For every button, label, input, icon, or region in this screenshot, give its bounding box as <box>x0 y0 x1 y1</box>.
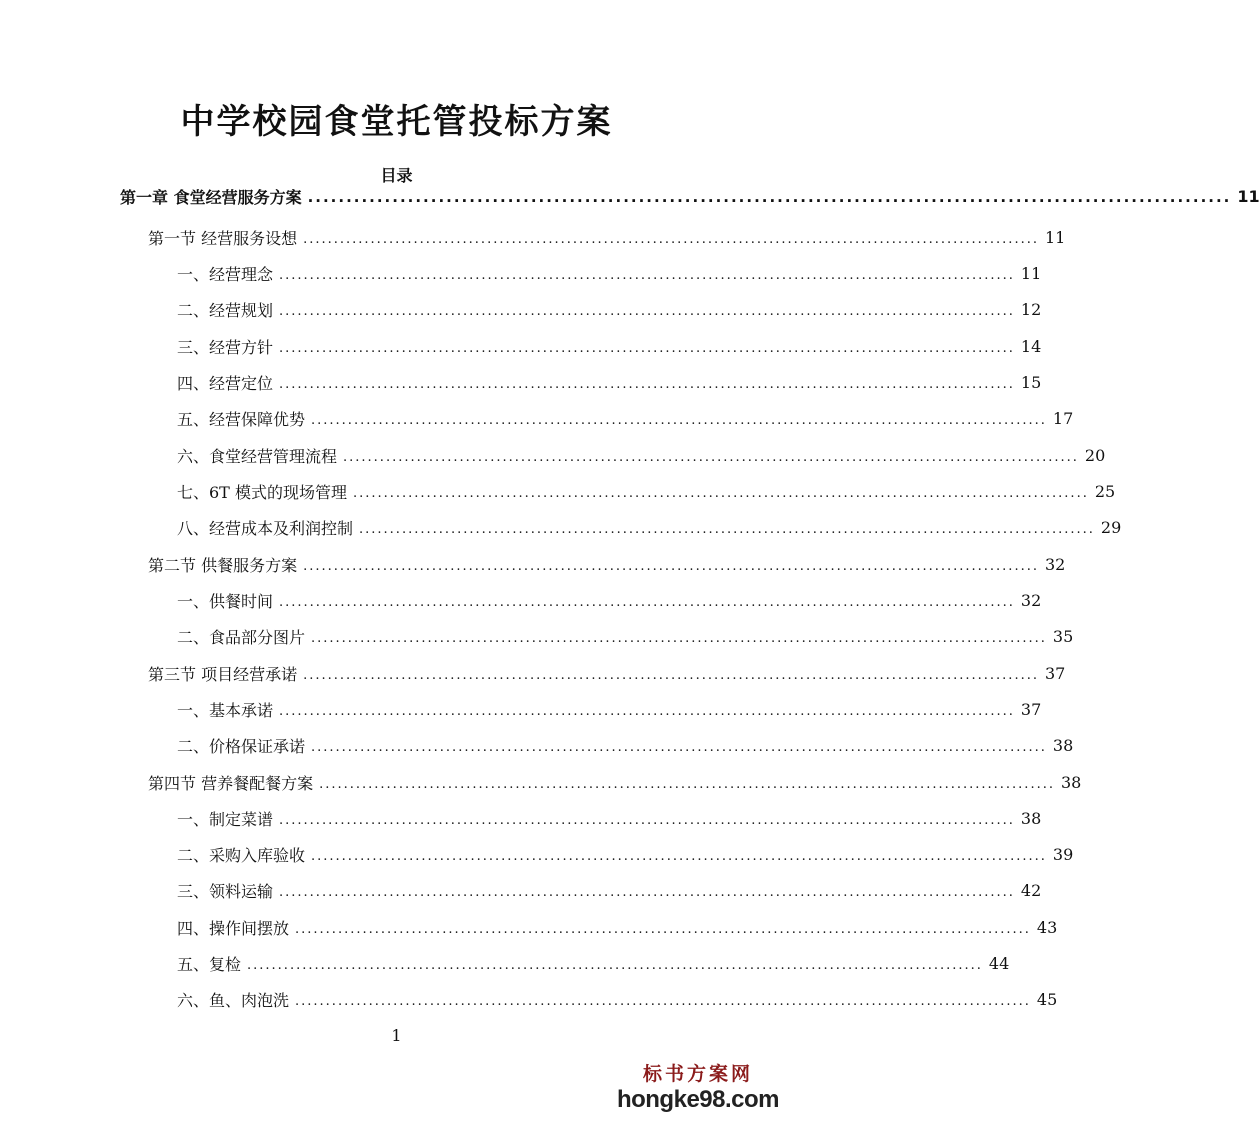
toc-entry-label: 五、经营保障优势 <box>177 409 306 429</box>
toc-entry-label: 第二节 供餐服务方案 <box>148 555 298 575</box>
toc-leader-dots: ........................................................................................................................ <box>311 630 1047 646</box>
toc-leader-dots: ........................................................................................................................ <box>279 812 1015 828</box>
toc-entry-label: 第四节 营养餐配餐方案 <box>148 773 314 793</box>
toc-entry-page: 39 <box>1052 844 1074 864</box>
toc-entry[interactable] <box>177 479 1116 503</box>
toc-entry-page: 43 <box>1036 917 1058 937</box>
toc-entry[interactable] <box>177 806 1042 830</box>
toc-entry-label: 八、经营成本及利润控制 <box>177 518 354 538</box>
toc-entry-page: 15 <box>1020 372 1042 392</box>
toc-entry[interactable] <box>148 552 1066 576</box>
toc-entry[interactable] <box>177 588 1042 612</box>
toc-entry-page: 11 <box>1237 186 1260 206</box>
toc-entry-page: 38 <box>1020 808 1042 828</box>
toc-entry[interactable] <box>177 297 1042 321</box>
toc-entry-label: 七、6T 模式的现场管理 <box>177 482 347 502</box>
toc-entry-page: 45 <box>1036 989 1058 1009</box>
toc-leader-dots: ........................................................................................................................ <box>279 703 1015 719</box>
toc-entry-label: 第一章 食堂经营服务方案 <box>120 187 302 207</box>
toc-entry-page: 11 <box>1044 227 1066 247</box>
toc-entry-page: 37 <box>1044 663 1066 683</box>
toc-entry-label: 二、食品部分图片 <box>177 627 306 647</box>
toc-leader-dots: ........................................................................................................................ <box>311 848 1047 864</box>
toc-entry-page: 11 <box>1020 263 1042 283</box>
toc-entry-page: 32 <box>1044 554 1066 574</box>
toc-entry-label: 四、操作间摆放 <box>177 918 290 938</box>
document-title: 中学校园食堂托管投标方案 <box>180 102 613 142</box>
toc-leader-dots: ........................................................................................................................ <box>319 776 1055 792</box>
watermark-name: 标书方案网 <box>642 1063 753 1085</box>
toc-entry-page: 44 <box>988 953 1010 973</box>
toc-entry[interactable] <box>148 770 1082 794</box>
toc-entry[interactable] <box>177 951 1010 975</box>
toc-entry-label: 第一节 经营服务设想 <box>148 228 298 248</box>
toc-entry-page: 37 <box>1020 699 1042 719</box>
toc-leader-dots: ........................................................................................................................ <box>303 231 1039 247</box>
toc-leader-dots: ........................................................................................................................ <box>279 267 1015 283</box>
toc-entry-page: 29 <box>1100 517 1122 537</box>
toc-leader-dots: ........................................................................................................................ <box>279 340 1015 356</box>
toc-leader-dots: ........................................................................................................................ <box>303 558 1039 574</box>
toc-entry[interactable] <box>177 515 1122 539</box>
toc-entry-page: 17 <box>1052 408 1074 428</box>
toc-entry[interactable] <box>177 624 1074 648</box>
toc-leader-dots: ........................................................................................................................ <box>303 667 1039 683</box>
toc-entry[interactable] <box>177 842 1074 866</box>
toc-entry-label: 六、鱼、肉泡洗 <box>177 990 290 1010</box>
toc-entry[interactable] <box>177 987 1058 1011</box>
toc-leader-dots: ........................................................................................................................ <box>247 957 983 973</box>
toc-entry-page: 25 <box>1094 481 1116 501</box>
toc-entry[interactable] <box>148 225 1066 249</box>
toc-leader-dots: ........................................................................................................................ <box>279 376 1015 392</box>
toc-entry-page: 20 <box>1084 445 1106 465</box>
toc-entry[interactable] <box>148 661 1066 685</box>
toc-entry-page: 32 <box>1020 590 1042 610</box>
toc-entry[interactable] <box>177 697 1042 721</box>
toc-entry[interactable] <box>177 370 1042 394</box>
toc-entry[interactable] <box>120 184 1260 208</box>
watermark-url: hongke98.com <box>616 1086 779 1113</box>
toc-entry-label: 一、经营理念 <box>177 264 274 284</box>
toc-leader-dots: ........................................................................................................................ <box>352 485 1089 501</box>
toc-entry-page: 38 <box>1052 735 1074 755</box>
toc-entry-label: 二、价格保证承诺 <box>177 736 306 756</box>
toc-entry-label: 二、采购入库验收 <box>177 845 306 865</box>
toc-leader-dots: ........................................................................................................................ <box>359 521 1095 537</box>
toc-entry-page: 35 <box>1052 626 1074 646</box>
toc-leader-dots: ........................................................................................................................ <box>295 993 1031 1009</box>
toc-leader-dots: ........................................................................................................................ <box>311 412 1047 428</box>
toc-leader-dots: ........................................................................................................................ <box>343 449 1079 465</box>
toc-entry[interactable] <box>177 261 1042 285</box>
toc-entry-label: 五、复检 <box>177 954 242 974</box>
toc-entry-label: 第三节 项目经营承诺 <box>148 664 298 684</box>
toc-entry[interactable] <box>177 733 1074 757</box>
toc-leader-dots: ........................................................................................................................ <box>311 739 1047 755</box>
toc-entry-label: 四、经营定位 <box>177 373 274 393</box>
toc-entry-label: 三、经营方针 <box>177 337 274 357</box>
page-number: 1 <box>391 1026 402 1045</box>
toc-entry-page: 12 <box>1020 299 1042 319</box>
toc-entry[interactable] <box>177 878 1042 902</box>
toc-entry-page: 42 <box>1020 880 1042 900</box>
toc-entry-label: 二、经营规划 <box>177 300 274 320</box>
toc-entry-label: 三、领料运输 <box>177 881 274 901</box>
toc-entry-page: 38 <box>1060 772 1082 792</box>
toc-entry-label: 六、食堂经营管理流程 <box>177 446 338 466</box>
toc-leader-dots: ........................................................................................................................ <box>279 303 1015 319</box>
toc-entry[interactable] <box>177 915 1058 939</box>
toc-entry-label: 一、制定菜谱 <box>177 809 274 829</box>
toc-entry-label: 一、基本承诺 <box>177 700 274 720</box>
toc-leader-dots: ........................................................................................................................ <box>295 921 1031 937</box>
toc-heading: 目录 <box>380 166 413 185</box>
toc-leader-dots: ........................................................................................................................ <box>307 187 1232 206</box>
toc-leader-dots: ........................................................................................................................ <box>279 884 1015 900</box>
watermark-logo <box>617 1059 779 1114</box>
toc-entry[interactable] <box>177 443 1106 467</box>
toc-entry-page: 14 <box>1020 336 1042 356</box>
toc-entry-label: 一、供餐时间 <box>177 591 274 611</box>
toc-entry[interactable] <box>177 334 1042 358</box>
toc-leader-dots: ........................................................................................................................ <box>279 594 1015 610</box>
toc-entry[interactable] <box>177 406 1074 430</box>
